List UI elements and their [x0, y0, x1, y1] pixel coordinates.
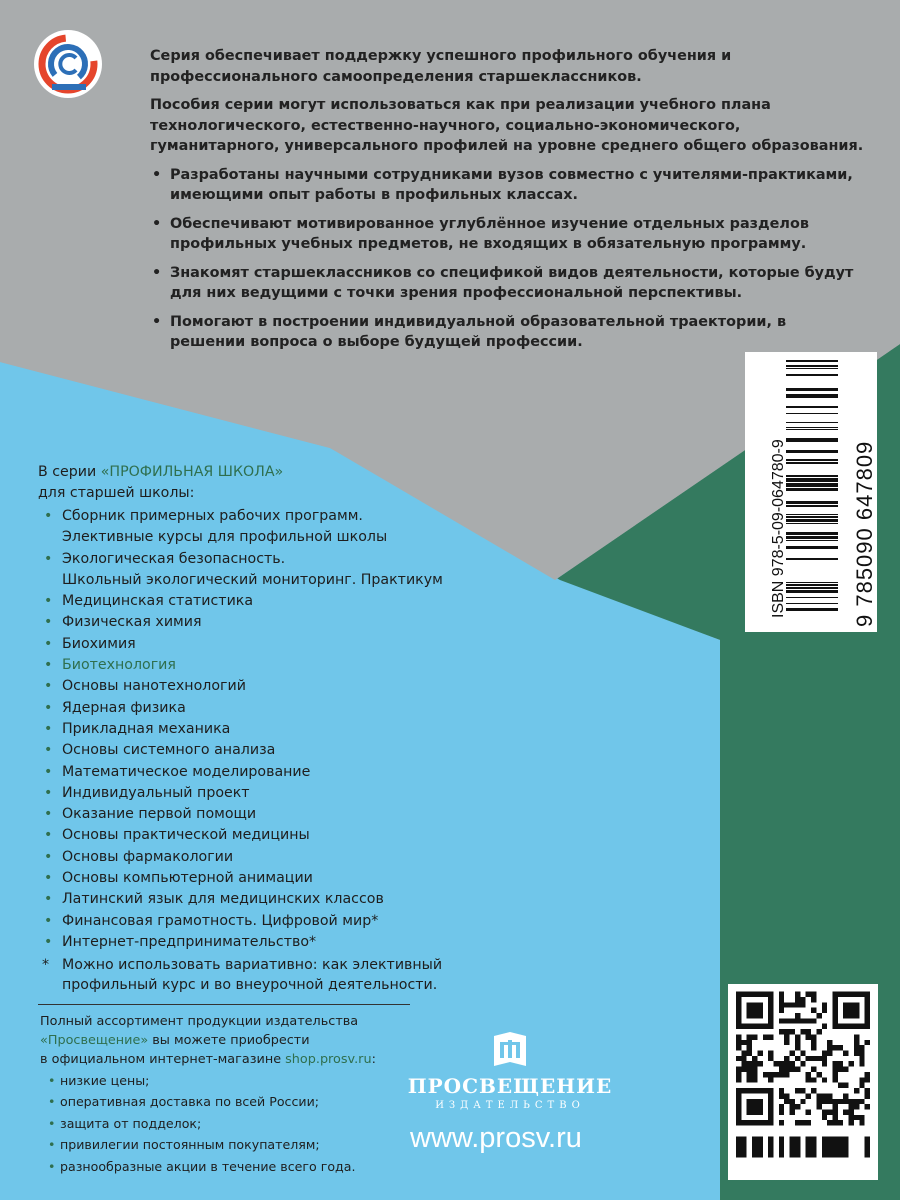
- list-item: • Основы фармакологии: [38, 847, 508, 868]
- list-item: • Медицинская статистика: [38, 591, 508, 612]
- intro-bullet: • Обеспечивают мотивированное углублённое изучение отдельных разделов профильных учебных предметов, не входящих в обязательную программу.: [150, 214, 866, 255]
- divider: [38, 1004, 410, 1005]
- intro-bullet: • Знакомят старшеклассников со спецификой видов деятельности, которые будут для них ведущими с точки зрения профессиональной перспективы.: [150, 263, 866, 304]
- series-logo-icon: [32, 28, 104, 100]
- list-item: • Интернет-предпринимательство*: [38, 932, 508, 953]
- list-item: • Сборник примерных рабочих программ.: [38, 506, 508, 527]
- qr-code-icon: [736, 991, 870, 1169]
- list-item: • привилегии постоянным покупателям;: [40, 1134, 420, 1156]
- publisher-logo-icon: [491, 1030, 529, 1070]
- list-item: • Ядерная физика: [38, 698, 508, 719]
- list-item: • защита от подделок;: [40, 1113, 420, 1135]
- publisher-url[interactable]: www.prosv.ru: [410, 1122, 582, 1154]
- shop-line-1: Полный ассортимент продукции издательства: [40, 1014, 359, 1029]
- list-item: • разнообразные акции в течение всего года.: [40, 1156, 420, 1178]
- footnote-star: *: [42, 957, 50, 974]
- list-item: • Основы практической медицины: [38, 825, 508, 846]
- list-item: • Физическая химия: [38, 612, 508, 633]
- publisher-brand: «Просвещение»: [40, 1033, 149, 1049]
- list-item: • Финансовая грамотность. Цифровой мир*: [38, 911, 508, 932]
- list-item-current: • Биотехнология: [38, 655, 508, 676]
- list-item: • Латинский язык для медицинских классов: [38, 889, 508, 910]
- list-item: • Оказание первой помощи: [38, 804, 508, 825]
- publisher-block: [405, 1030, 615, 1111]
- list-item: • Математическое моделирование: [38, 762, 508, 783]
- shop-line-3: в официальном интернет-магазине shop.prosv.ru:: [40, 1052, 376, 1068]
- list-item: • Прикладная механика: [38, 719, 508, 740]
- list-item: • Экологическая безопасность.: [38, 549, 508, 570]
- intro-bullets: [150, 165, 866, 353]
- shop-benefits: [40, 1070, 420, 1178]
- series-name: «ПРОФИЛЬНАЯ ШКОЛА»: [100, 464, 284, 480]
- series-list-block: [38, 462, 508, 995]
- list-item: • Основы системного анализа: [38, 740, 508, 761]
- series-heading: В серии «ПРОФИЛЬНАЯ ШКОЛА»: [38, 464, 284, 480]
- intro-text: [150, 46, 866, 361]
- list-item: • Основы нанотехнологий: [38, 676, 508, 697]
- series-subheading: для старшей школы:: [38, 485, 195, 501]
- intro-bullet: • Помогают в построении индивидуальной образовательной траектории, в решении вопроса о выборе будущей профессии.: [150, 312, 866, 353]
- publisher-subtitle: ИЗДАТЕЛЬСТВО: [435, 1100, 585, 1111]
- intro-paragraph-1: Серия обеспечивает поддержку успешного профильного обучения и профессионального самоопределения старшеклассников.: [150, 48, 732, 85]
- isbn-number: ISBN 978-5-09-064780-9: [770, 439, 787, 618]
- shop-line-2: «Просвещение» вы можете приобрести: [40, 1033, 310, 1049]
- list-item: • низкие цены;: [40, 1070, 420, 1092]
- footnote: [38, 955, 508, 995]
- list-item: Школьный экологический мониторинг. Практикум: [62, 571, 443, 588]
- intro-paragraph-2: Пособия серии могут использоваться как при реализации учебного плана технологического, естественно-научного, социально-экономического, гуманитарного, универсального профилей на уровне среднего общего образования.: [150, 97, 864, 154]
- isbn-barcode-digits: 9 785090 647809: [852, 440, 877, 627]
- barcode-icon: [786, 360, 838, 612]
- shop-block: [40, 1012, 420, 1177]
- shop-link[interactable]: shop.prosv.ru: [285, 1052, 372, 1068]
- publisher-name: ПРОСВЕЩЕНИЕ: [407, 1074, 613, 1098]
- list-item: Элективные курсы для профильной школы: [62, 529, 388, 546]
- list-item: • оперативная доставка по всей России;: [40, 1091, 420, 1113]
- list-item: • Биохимия: [38, 634, 508, 655]
- intro-bullet: • Разработаны научными сотрудниками вузов совместно с учителями-практиками, имеющими опыт работы в профильных классах.: [150, 165, 866, 206]
- list-item: • Индивидуальный проект: [38, 783, 508, 804]
- footnote-text: Можно использовать вариативно: как элективный профильный курс и во внеурочной деятельности.: [62, 957, 443, 994]
- list-item: • Основы компьютерной анимации: [38, 868, 508, 889]
- series-titles: [38, 506, 508, 953]
